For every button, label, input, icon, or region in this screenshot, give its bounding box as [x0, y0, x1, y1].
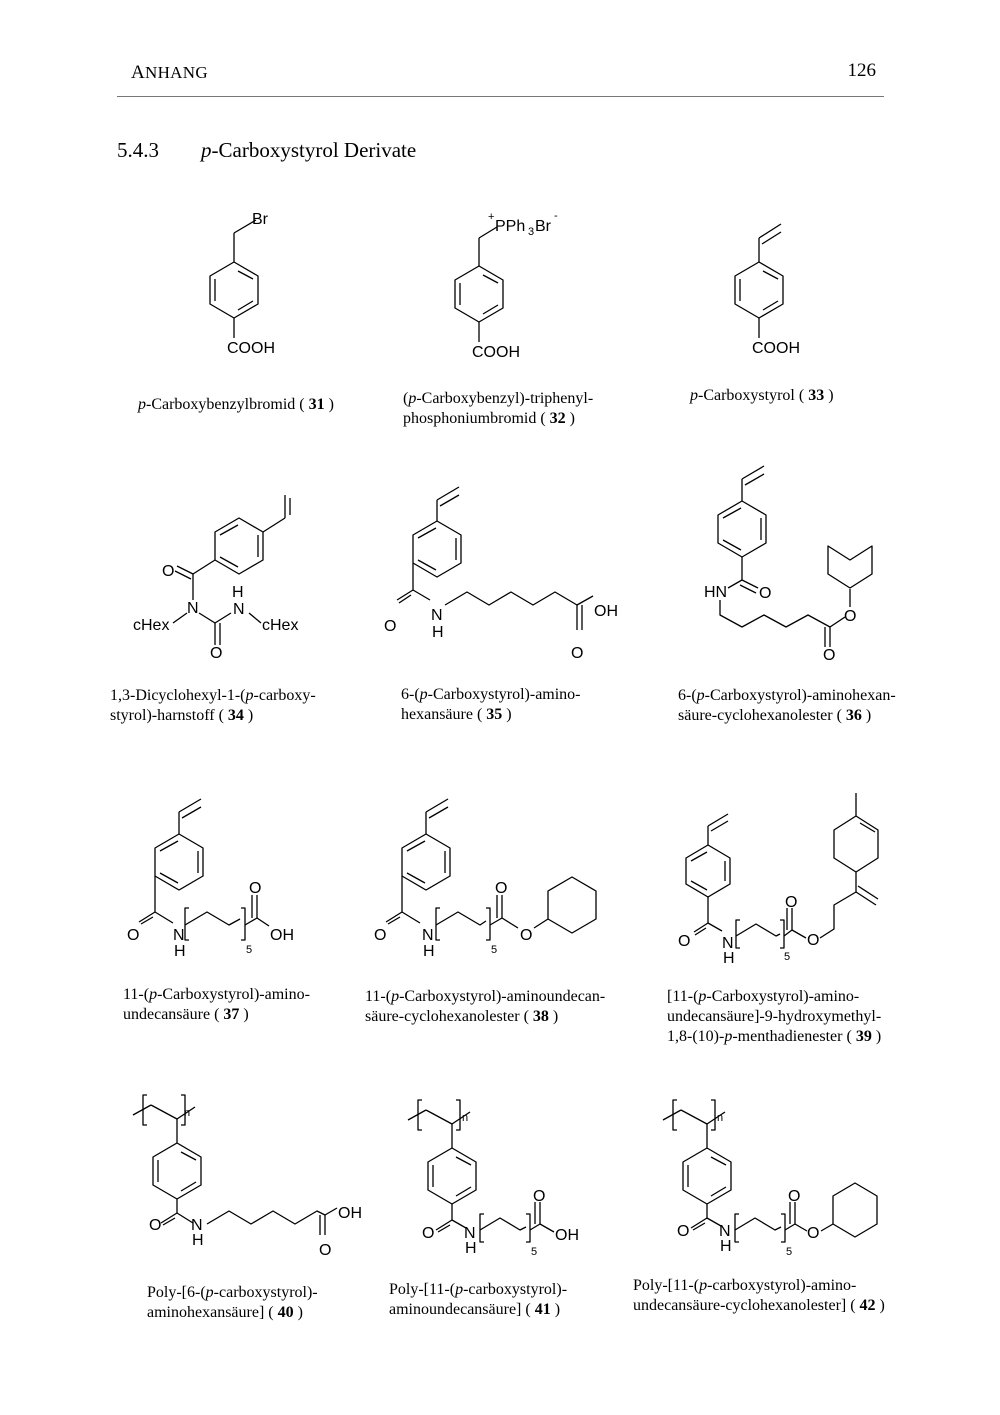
svg-text:OH: OH	[270, 927, 294, 944]
svg-text:O: O	[319, 1242, 332, 1259]
svg-text:N: N	[191, 1217, 203, 1234]
svg-text:O: O	[759, 585, 772, 602]
svg-text:cHex: cHex	[262, 617, 299, 634]
svg-text:N: N	[422, 927, 434, 944]
structure-31	[190, 200, 310, 370]
svg-text:5: 5	[246, 944, 253, 956]
svg-text:O: O	[844, 608, 857, 625]
section-heading: 5.4.3 p-Carboxystyrol Derivate	[117, 138, 417, 162]
svg-text:-: -	[554, 210, 558, 222]
svg-text:HN: HN	[704, 584, 728, 601]
svg-text:O: O	[807, 932, 820, 949]
page-number: 126	[847, 60, 876, 81]
svg-text:n: n	[462, 1112, 469, 1124]
structure-42	[655, 1090, 895, 1270]
svg-text:O: O	[249, 880, 262, 897]
svg-text:5: 5	[531, 1246, 538, 1258]
svg-text:O: O	[533, 1188, 546, 1205]
svg-text:COOH: COOH	[752, 340, 800, 357]
svg-text:N: N	[187, 600, 199, 617]
svg-text:cHex: cHex	[133, 617, 170, 634]
svg-text:5: 5	[786, 1246, 793, 1258]
svg-text:O: O	[210, 645, 223, 662]
structure-39	[668, 788, 898, 968]
svg-text:OH: OH	[555, 1227, 579, 1244]
caption-40: Poly-[6-(p-carboxystyrol)- aminohexansäure] ( 40 )	[147, 1284, 318, 1321]
svg-text:H: H	[723, 950, 735, 967]
svg-text:N: N	[233, 601, 245, 618]
caption-36: 6-(p-Carboxystyrol)-aminohexan- säure-cyclohexanolester ( 36 )	[678, 687, 896, 724]
caption-41: Poly-[11-(p-carboxystyrol)- aminoundecansäure] ( 41 )	[389, 1281, 568, 1318]
svg-text:O: O	[785, 894, 798, 911]
svg-text:OH: OH	[594, 603, 618, 620]
running-title: ANHANG	[131, 62, 208, 83]
structure-41	[400, 1090, 600, 1270]
svg-text:O: O	[788, 1188, 801, 1205]
svg-text:H: H	[720, 1238, 732, 1255]
svg-text:OH: OH	[338, 1205, 362, 1222]
caption-35: 6-(p-Carboxystyrol)-amino- hexansäure ( 35 )	[401, 686, 581, 723]
svg-text:H: H	[174, 943, 186, 960]
svg-text:O: O	[422, 1225, 435, 1242]
caption-34: 1,3-Dicyclohexyl-1-(p-carboxy- styrol)-harnstoff ( 34 )	[110, 687, 316, 724]
svg-text:O: O	[374, 927, 387, 944]
structure-36	[700, 455, 900, 665]
svg-text:H: H	[465, 1240, 477, 1257]
svg-text:Br: Br	[252, 211, 268, 228]
svg-text:PPh: PPh	[495, 218, 526, 235]
svg-text:O: O	[678, 933, 691, 950]
caption-39: [11-(p-Carboxystyrol)-amino- undecansäure]-9-hydroxymethyl- 1,8-(10)-p-menthadienester ( 39 )	[667, 988, 882, 1045]
svg-text:O: O	[149, 1217, 162, 1234]
svg-text:O: O	[571, 645, 584, 662]
svg-text:N: N	[719, 1223, 731, 1240]
svg-text:O: O	[807, 1225, 820, 1242]
structure-33	[715, 200, 835, 370]
svg-text:H: H	[432, 624, 444, 641]
caption-37: 11-(p-Carboxystyrol)-amino- undecansäure ( 37 )	[123, 986, 310, 1023]
svg-text:O: O	[127, 927, 140, 944]
svg-text:O: O	[384, 618, 397, 635]
structure-35	[375, 480, 635, 670]
svg-text:5: 5	[491, 944, 498, 956]
svg-text:O: O	[495, 880, 508, 897]
svg-text:N: N	[722, 935, 734, 952]
svg-text:n: n	[184, 1107, 191, 1119]
svg-text:3: 3	[528, 226, 535, 238]
svg-text:H: H	[192, 1232, 204, 1249]
svg-text:O: O	[677, 1223, 690, 1240]
section-number: 5.4.3	[117, 138, 159, 162]
structure-37	[115, 790, 315, 970]
svg-text:N: N	[173, 927, 185, 944]
structure-38	[362, 790, 612, 970]
structure-32	[435, 200, 595, 370]
svg-text:H: H	[232, 584, 244, 601]
svg-text:O: O	[823, 647, 836, 664]
svg-text:O: O	[520, 927, 533, 944]
caption-33: p-Carboxystyrol ( 33 )	[690, 387, 834, 404]
caption-42: Poly-[11-(p-carboxystyrol)-amino- undecansäure-cyclohexanolester] ( 42 )	[633, 1277, 885, 1314]
svg-text:COOH: COOH	[227, 340, 275, 357]
svg-text:5: 5	[784, 951, 791, 963]
svg-text:Br: Br	[535, 218, 551, 235]
svg-text:+: +	[488, 211, 495, 223]
caption-32: (p-Carboxybenzyl)-triphenyl- phosphoniumbromid ( 32 )	[403, 390, 594, 427]
svg-text:O: O	[162, 563, 175, 580]
structure-34	[125, 490, 325, 670]
caption-38: 11-(p-Carboxystyrol)-aminoundecan- säure-cyclohexanolester ( 38 )	[365, 988, 606, 1025]
structure-40	[125, 1085, 375, 1265]
svg-text:n: n	[717, 1112, 724, 1124]
caption-31: p-Carboxybenzylbromid ( 31 )	[138, 396, 334, 413]
svg-text:N: N	[431, 607, 443, 624]
svg-text:N: N	[464, 1225, 476, 1242]
svg-text:H: H	[423, 943, 435, 960]
svg-text:COOH: COOH	[472, 344, 520, 361]
header-divider	[117, 96, 884, 97]
